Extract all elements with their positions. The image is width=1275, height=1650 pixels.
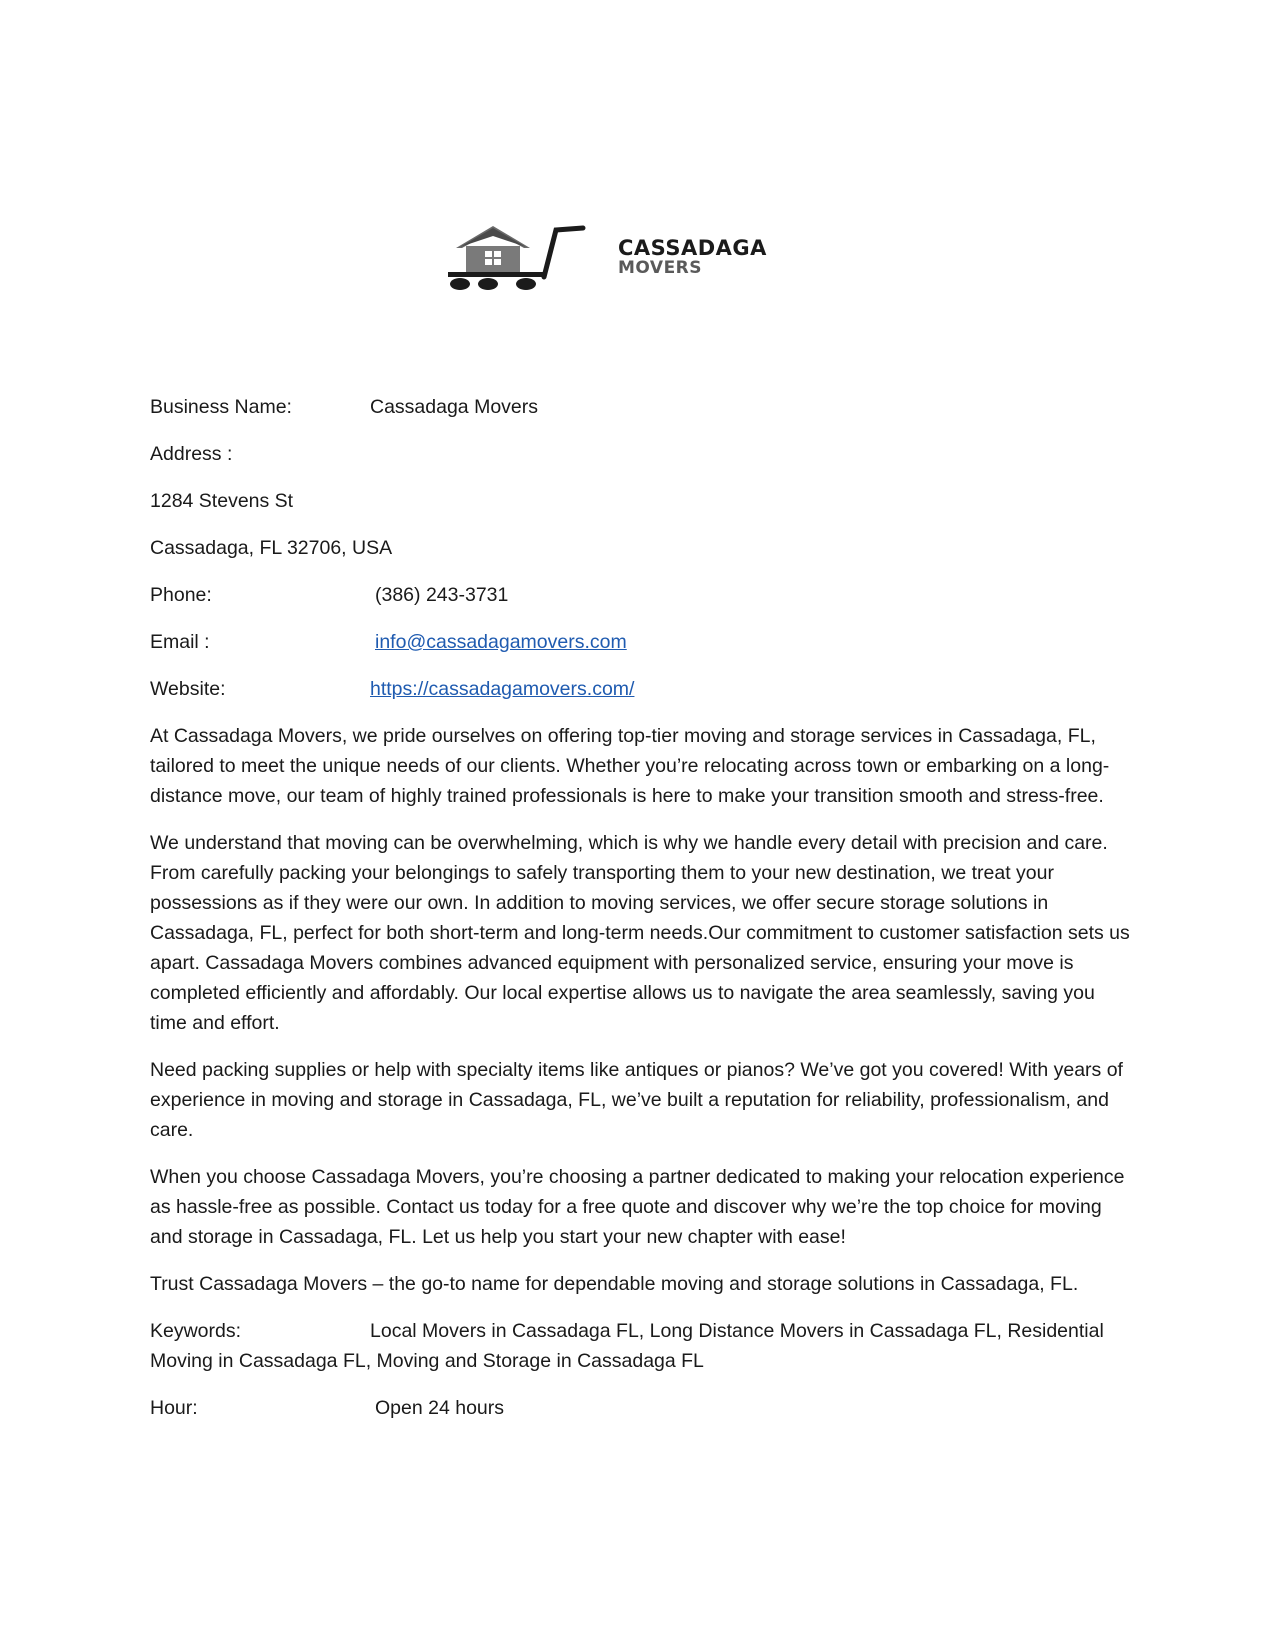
house-cart-icon (448, 222, 618, 294)
trust-paragraph: Trust Cassadaga Movers – the go-to name for dependable moving and storage solutions in Cassadaga, FL. (150, 1273, 1079, 1295)
keywords-row (150, 1316, 1135, 1376)
website-row (150, 674, 1135, 704)
keywords-label: Keywords: (150, 1320, 242, 1342)
business-name-value: Cassadaga Movers (370, 396, 538, 418)
website-link[interactable]: https://cassadagamovers.com/ (370, 678, 635, 700)
business-name-label: Business Name: (150, 396, 292, 418)
phone-row (150, 580, 1135, 610)
address-label: Address : (150, 443, 233, 465)
hours-value: Open 24 hours (375, 1397, 505, 1419)
business-name-row (150, 392, 1135, 422)
address-label-row (150, 439, 1135, 469)
intro-paragraph: At Cassadaga Movers, we pride ourselves on offering top-tier moving and storage services in Cassadaga, FL, tailored to meet the unique needs of our clients. Whether you’re relocating across town or embarking on a long-distance move, our team of highly trained professionals is here to make your transition smooth and stress-free. (150, 725, 1110, 807)
services-paragraph: We understand that moving can be overwhelming, which is why we handle every detail with precision and care. From carefully packing your belongings to safely transporting them to your new destination, we treat your possessions as if they were our own. In addition to moving services, we offer secure storage solutions in Cassadaga, FL, perfect for both short-term and long-term needs.Our commitment to customer satisfaction sets us apart. Cassadaga Movers combines advanced equipment with personalized service, ensuring your move is completed efficiently and affordably. Our local expertise allows us to navigate the area seamlessly, saving you time and effort. (150, 832, 1130, 1034)
logo-text-line1: CASSADAGA (618, 236, 767, 260)
email-row (150, 627, 1135, 657)
phone-label: Phone: (150, 584, 212, 606)
choose-us-paragraph: When you choose Cassadaga Movers, you’re choosing a partner dedicated to making your relocation experience as hassle-free as possible. Contact us today for a free quote and discover why we’re the top choice for moving and storage in Cassadaga, FL. Let us help you start your new chapter with ease! (150, 1166, 1125, 1248)
hours-row (150, 1393, 1135, 1423)
address-line1-row (150, 486, 1135, 516)
address-line1: 1284 Stevens St (150, 490, 294, 512)
keywords-value: Local Movers in Cassadaga FL, Long Distance Movers in Cassadaga FL, Residential Moving in Cassadaga FL, Moving and Storage in Cassadaga FL (150, 1320, 1104, 1372)
email-label: Email : (150, 631, 210, 653)
email-link[interactable]: info@cassadagamovers.com (375, 631, 627, 653)
address-line2: Cassadaga, FL 32706, USA (150, 537, 393, 559)
logo-text-line2: MOVERS (618, 258, 703, 278)
company-logo (448, 222, 818, 294)
specialty-paragraph: Need packing supplies or help with specialty items like antiques or pianos? We’ve got you covered! With years of experience in moving and storage in Cassadaga, FL, we’ve built a reputation for reliability, professionalism, and care. (150, 1059, 1123, 1141)
hours-label: Hour: (150, 1397, 198, 1419)
document-body (150, 392, 1135, 1440)
website-label: Website: (150, 678, 226, 700)
phone-value: (386) 243-3731 (375, 584, 509, 606)
address-line2-row (150, 533, 1135, 563)
